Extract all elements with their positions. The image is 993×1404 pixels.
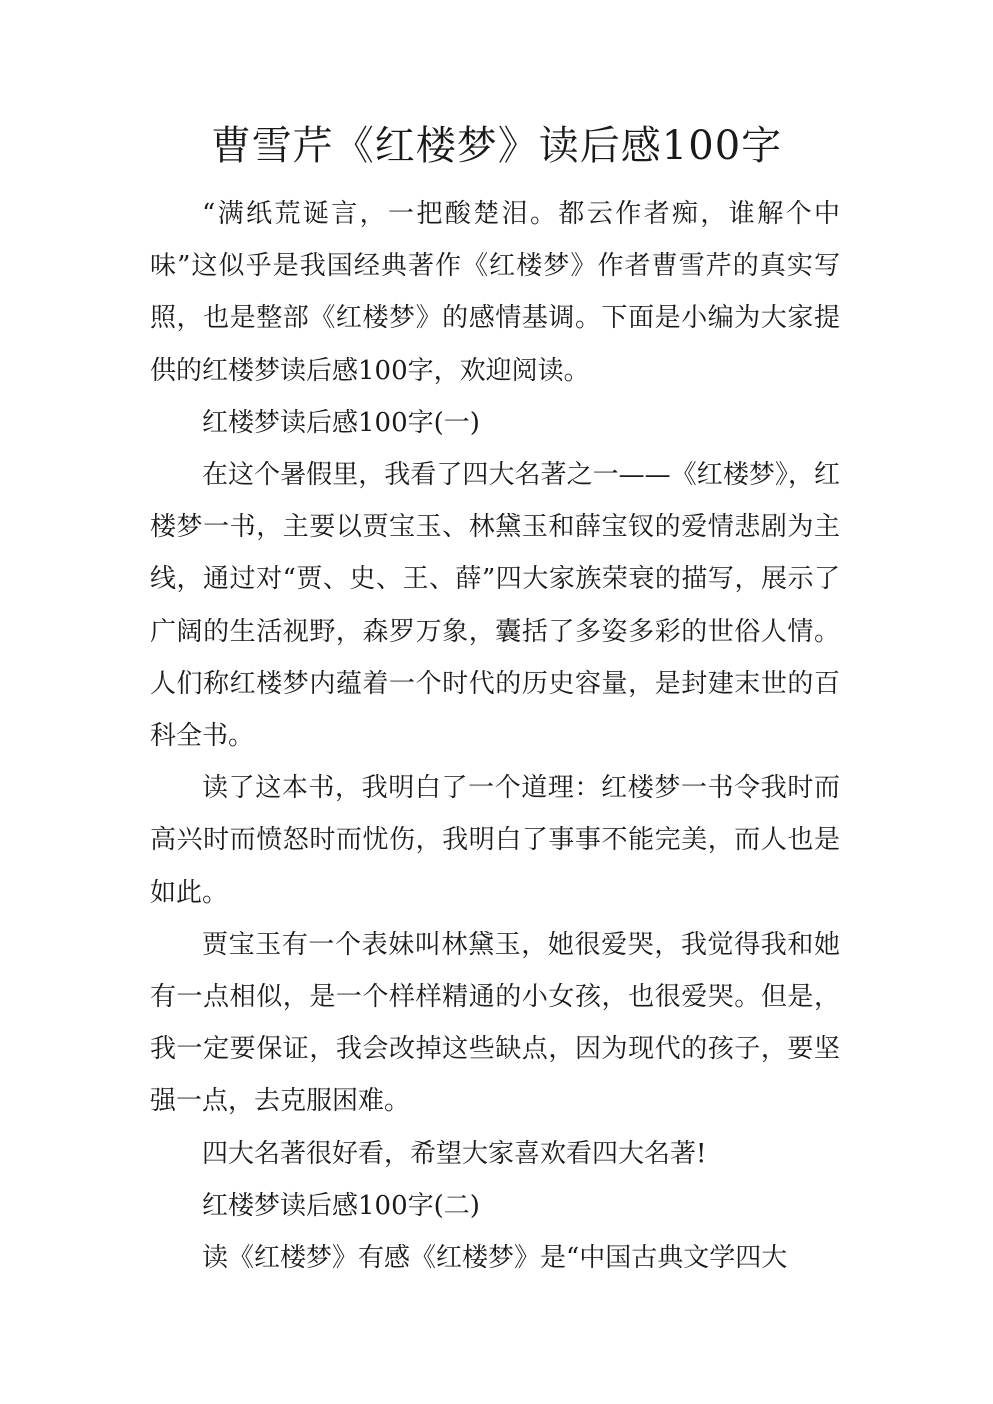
document-title: 曹雪芹《红楼梦》读后感100字 (210, 123, 783, 169)
body-paragraph: 在这个暑假里，我看了四大名著之一——《红楼梦》，红楼梦一书，主要以贾宝玉、林黛玉和薛宝钗的爱情悲剧为主线，通过对“贾、史、王、薛”四大家族荣衰的描写，展示了广阔的生活视野，森罗万象，囊括了多姿多彩的世俗人情。人们称红楼梦内蕴着一个时代的历史容量，是封建末世的百科全书。 (150, 460, 840, 752)
section-heading-one: 红楼梦读后感100字(一) (202, 407, 480, 438)
body-paragraph: 读《红楼梦》有感《红楼梦》是“中国古典文学四大 (202, 1243, 788, 1274)
section-heading-two: 红楼梦读后感100字(二) (202, 1190, 480, 1221)
document-body (150, 188, 840, 1284)
body-paragraph: 读了这本书，我明白了一个道理：红楼梦一书令我时而高兴时而愤怒时而忧伤，我明白了事事不能完美，而人也是如此。 (150, 773, 840, 908)
body-paragraph: 贾宝玉有一个表妹叫林黛玉，她很爱哭，我觉得我和她有一点相似，是一个样样精通的小女孩，也很爱哭。但是，我一定要保证，我会改掉这些缺点，因为现代的孩子，要坚强一点，去克服困难。 (150, 929, 840, 1117)
body-paragraph: 四大名著很好看，希望大家喜欢看四大名著! (202, 1138, 707, 1169)
intro-paragraph: “满纸荒诞言，一把酸楚泪。都云作者痴，谁解个中味”这似乎是我国经典著作《红楼梦》作者曹雪芹的真实写照，也是整部《红楼梦》的感情基调。下面是小编为大家提供的红楼梦读后感100字，欢迎阅读。 (150, 199, 840, 386)
